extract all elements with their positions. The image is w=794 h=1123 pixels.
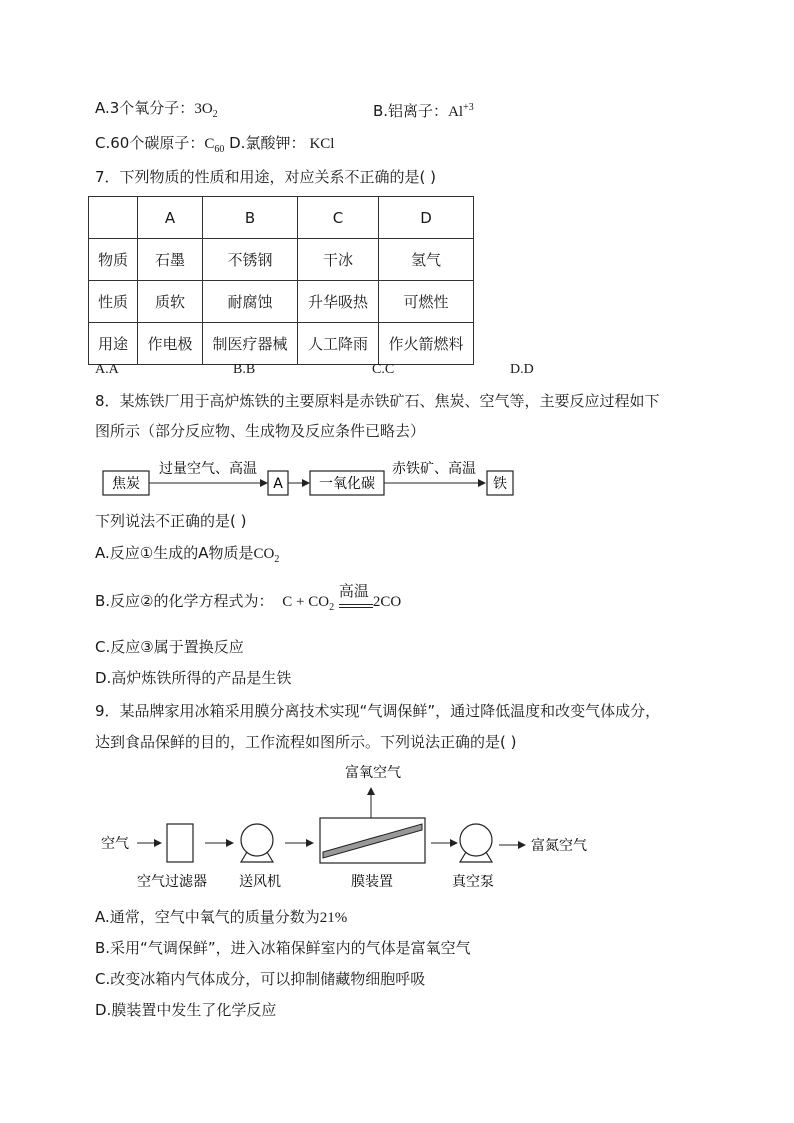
q6-option-d-formula: KCl — [309, 136, 335, 152]
q8-option-b-eq-subscript: 2 — [329, 602, 335, 613]
blower-label: 送风机 — [239, 874, 281, 890]
table-cell: C — [298, 197, 379, 239]
table-cell: 石墨 — [138, 239, 203, 281]
q6-option-c-subscript: 60 — [214, 144, 225, 155]
table-cell: 性质 — [89, 281, 138, 323]
table-cell: 干冰 — [298, 239, 379, 281]
q8-option-a — [95, 543, 279, 570]
table-cell: 物质 — [89, 239, 138, 281]
q8-option-a-label: A.反应①生成的A物质是 — [95, 544, 254, 562]
flow-box-iron-label: 铁 — [493, 476, 507, 492]
q6-option-a-formula: 3O — [194, 101, 213, 117]
table-row — [89, 323, 474, 365]
q6-option-a-label: A.3个氧分子： — [95, 99, 195, 117]
q9-option-c: C.改变冰箱内气体成分，可以抑制储藏物细胞呼吸 — [95, 970, 426, 988]
table-cell — [89, 197, 138, 239]
q9-option-b: B.采用“气调保鲜”，进入冰箱保鲜室内的气体是富氧空气 — [95, 939, 471, 957]
table-cell: B — [203, 197, 298, 239]
flow-box-coke-label: 焦炭 — [112, 476, 140, 492]
q9-stem-line1: 9．某品牌家用冰箱采用膜分离技术实现“气调保鲜”，通过降低温度和改变气体成分， — [95, 702, 661, 720]
filter-label: 空气过滤器 — [137, 874, 207, 890]
q8-option-b-condition-text: 高温 — [338, 582, 369, 600]
q8-option-c: C.反应③属于置换反应 — [95, 638, 244, 656]
table-cell: 作火箭燃料 — [379, 323, 474, 365]
q7-table — [88, 196, 474, 365]
input-label-air: 空气 — [101, 836, 129, 852]
q8-option-b-eq-left: C + CO — [282, 594, 330, 610]
equals-line-bottom — [339, 607, 373, 608]
q7-option-a: A.A — [95, 362, 119, 377]
q6-option-b-superscript: +3 — [463, 102, 474, 113]
table-row — [89, 281, 474, 323]
table-cell: 质软 — [138, 281, 203, 323]
q8-flow-diagram — [100, 456, 520, 498]
vacuum-pump-icon — [460, 824, 492, 856]
q8-question: 下列说法不正确的是( ) — [95, 512, 247, 530]
q8-stem-line2: 图所示（部分反应物、生成物及反应条件已略去） — [95, 422, 426, 440]
flow-box-a-label: A — [273, 476, 283, 492]
q8-option-a-formula: CO — [253, 546, 275, 562]
blower-icon — [241, 824, 273, 856]
q6-option-c-label: C.60个碳原子： — [95, 134, 205, 152]
pump-label: 真空泵 — [452, 874, 494, 890]
q8-option-b-condition — [338, 582, 373, 618]
table-cell: D — [379, 197, 474, 239]
q6-option-d-label: D.氯酸钾： — [224, 134, 306, 152]
flow-box-co-label: 一氧化碳 — [319, 476, 375, 492]
flow-arrow-1-label: 过量空气、高温 — [159, 461, 257, 477]
table-cell: 升华吸热 — [298, 281, 379, 323]
table-cell: 人工降雨 — [298, 323, 379, 365]
q8-option-b-eq-right: 2CO — [372, 594, 402, 610]
q9-option-a — [95, 907, 347, 928]
table-cell: 制医疗器械 — [203, 323, 298, 365]
table-row — [89, 197, 474, 239]
table-cell: A — [138, 197, 203, 239]
equals-line-top — [339, 604, 373, 605]
output-label-nitrogen-rich: 富氮空气 — [531, 838, 587, 854]
top-label-oxygen-rich: 富氧空气 — [345, 765, 401, 781]
vacuum-pump-base-icon — [460, 852, 492, 862]
q7-option-d: D.D — [510, 362, 534, 377]
q6-option-b-formula: Al — [448, 104, 464, 120]
q9-option-a-value: 21% — [319, 910, 348, 926]
q6-option-c-formula: C — [204, 136, 215, 152]
q8-stem-line1: 8．某炼铁厂用于高炉炼铁的主要原料是赤铁矿石、焦炭、空气等，主要反应过程如下 — [95, 392, 660, 410]
q8-option-d: D.高炉炼铁所得的产品是生铁 — [95, 669, 292, 687]
q6-option-b — [373, 98, 474, 122]
flow-arrow-3-label: 赤铁矿、高温 — [392, 461, 476, 477]
q8-option-b-label: B.反应②的化学方程式为： — [95, 592, 274, 610]
q6-option-cd — [95, 133, 334, 160]
table-cell: 作电极 — [138, 323, 203, 365]
table-cell: 不锈钢 — [203, 239, 298, 281]
q9-stem-line2: 达到食品保鲜的目的，工作流程如图所示。下列说法正确的是( ) — [95, 733, 517, 751]
q6-option-b-label: B.铝离子： — [373, 102, 449, 120]
table-cell: 可燃性 — [379, 281, 474, 323]
table-row — [89, 239, 474, 281]
q8-option-b — [95, 582, 402, 618]
q6-option-a — [95, 98, 218, 125]
q7-option-c: C.C — [372, 362, 395, 377]
membrane-label: 膜装置 — [351, 874, 393, 890]
q6-option-a-subscript: 2 — [212, 109, 218, 120]
q7-stem: 7．下列物质的性质和用途，对应关系不正确的是( ) — [95, 168, 437, 186]
q7-option-b: B.B — [233, 362, 256, 377]
q9-option-d: D.膜装置中发生了化学反应 — [95, 1001, 277, 1019]
q9-option-a-label: A.通常，空气中氧气的质量分数为 — [95, 908, 320, 926]
q9-process-diagram — [95, 760, 605, 895]
air-filter-box — [167, 824, 193, 862]
q8-option-a-subscript: 2 — [274, 554, 280, 565]
membrane-strip — [323, 824, 422, 858]
table-cell: 耐腐蚀 — [203, 281, 298, 323]
blower-base-icon — [241, 852, 273, 862]
table-cell: 用途 — [89, 323, 138, 365]
table-cell: 氢气 — [379, 239, 474, 281]
